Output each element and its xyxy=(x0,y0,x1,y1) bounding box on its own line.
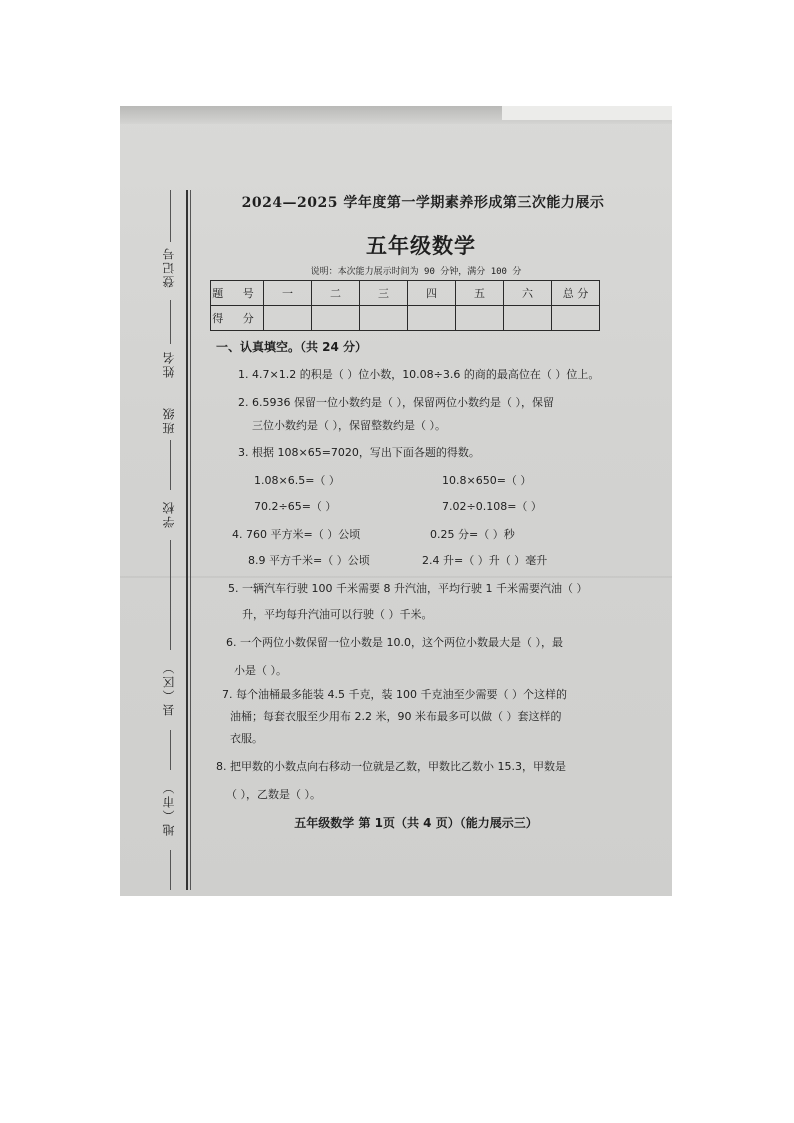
score-cell: 得 分 xyxy=(211,306,264,331)
name-label: 姓名 xyxy=(162,350,176,378)
score-cell: 总 分 xyxy=(552,281,600,306)
city-label: 地（市） xyxy=(162,780,176,836)
reg-number-label: 登记号 xyxy=(162,246,176,288)
question-8-line-2: （ ），乙数是（ ）。 xyxy=(226,788,321,801)
question-2-line-1: 2. 6.5936 保留一位小数约是（ ），保留两位小数约是（ ），保留 xyxy=(238,396,554,409)
score-blank-cell[interactable] xyxy=(312,306,360,331)
exam-title: 2024—2025 学年度第一学期素养形成第三次能力展示 xyxy=(241,195,605,211)
city-blank xyxy=(170,850,171,890)
score-blank-cell[interactable] xyxy=(408,306,456,331)
score-table-header-row xyxy=(211,281,600,306)
question-3b: 10.8×650=（ ） xyxy=(442,474,532,487)
exam-photo xyxy=(120,106,672,896)
school-label: 学校 xyxy=(162,500,176,528)
score-blank-cell[interactable] xyxy=(264,306,312,331)
question-7-line-1: 7. 每个油桶最多能装 4.5 千克，装 100 千克油至少需要（ ）个这样的 xyxy=(222,688,567,701)
exam-note: 说明：本次能力展示时间为 90 分钟，满分 100 分 xyxy=(310,267,522,277)
question-3d: 7.02÷0.108=（ ） xyxy=(442,500,542,513)
score-cell: 一 xyxy=(264,281,312,306)
paper-crease xyxy=(120,576,672,578)
question-5-line-2: 升，平均每升汽油可以行驶（ ）千米。 xyxy=(242,608,433,621)
page-footer: 五年级数学 第 1页（共 4 页）（能力展示三） xyxy=(294,816,538,830)
question-4d: 2.4 升=（ ）升（ ）毫升 xyxy=(422,554,548,567)
score-blank-cell[interactable] xyxy=(504,306,552,331)
score-cell: 三 xyxy=(360,281,408,306)
binding-line-inner xyxy=(190,190,191,890)
question-7-line-3: 衣服。 xyxy=(230,732,263,745)
binding-margin xyxy=(142,190,192,896)
score-blank-cell[interactable] xyxy=(360,306,408,331)
question-1: 1. 4.7×1.2 的积是（ ）位小数，10.08÷3.6 的商的最高位在（ ）位上。 xyxy=(238,368,600,381)
score-cell: 六 xyxy=(504,281,552,306)
question-2-line-2: 三位小数约是（ ），保留整数约是（ ）。 xyxy=(252,419,446,432)
binding-line xyxy=(186,190,188,890)
question-4a: 4. 760 平方米=（ ）公顷 xyxy=(232,528,361,541)
score-cell: 二 xyxy=(312,281,360,306)
question-6-line-1: 6. 一个两位小数保留一位小数是 10.0，这个两位小数最大是（ ），最 xyxy=(226,636,563,649)
score-cell: 五 xyxy=(456,281,504,306)
question-8-line-1: 8. 把甲数的小数点向右移动一位就是乙数，甲数比乙数小 15.3，甲数是 xyxy=(216,760,566,773)
score-blank-cell[interactable] xyxy=(456,306,504,331)
county-label: 县（区） xyxy=(162,660,176,716)
question-3c: 70.2÷65=（ ） xyxy=(254,500,337,513)
class-label: 班级 xyxy=(162,406,176,434)
question-3: 3. 根据 108×65=7020，写出下面各题的得数。 xyxy=(238,446,480,459)
photo-corner xyxy=(502,106,672,120)
question-4b: 0.25 分=（ ）秒 xyxy=(430,528,515,541)
name-blank xyxy=(170,300,171,344)
score-cell: 四 xyxy=(408,281,456,306)
score-blank-cell[interactable] xyxy=(552,306,600,331)
question-5-line-1: 5. 一辆汽车行驶 100 千米需要 8 升汽油，平均行驶 1 千米需要汽油（ ） xyxy=(228,582,588,595)
subject-title: 五年级数学 xyxy=(366,234,476,258)
county-blank xyxy=(170,730,171,770)
question-4c: 8.9 平方千米=（ ）公顷 xyxy=(248,554,370,567)
question-3a: 1.08×6.5=（ ） xyxy=(254,474,340,487)
school-blank xyxy=(170,540,171,650)
score-table xyxy=(210,280,600,331)
question-7-line-2: 油桶；每套衣服至少用布 2.2 米，90 米布最多可以做（ ）套这样的 xyxy=(230,710,562,723)
score-table-score-row xyxy=(211,306,600,331)
question-6-line-2: 小是（ ）。 xyxy=(234,664,287,677)
class-blank xyxy=(170,440,171,490)
section-heading: 一、认真填空。（共 24 分） xyxy=(216,340,368,354)
score-cell: 题 号 xyxy=(211,281,264,306)
